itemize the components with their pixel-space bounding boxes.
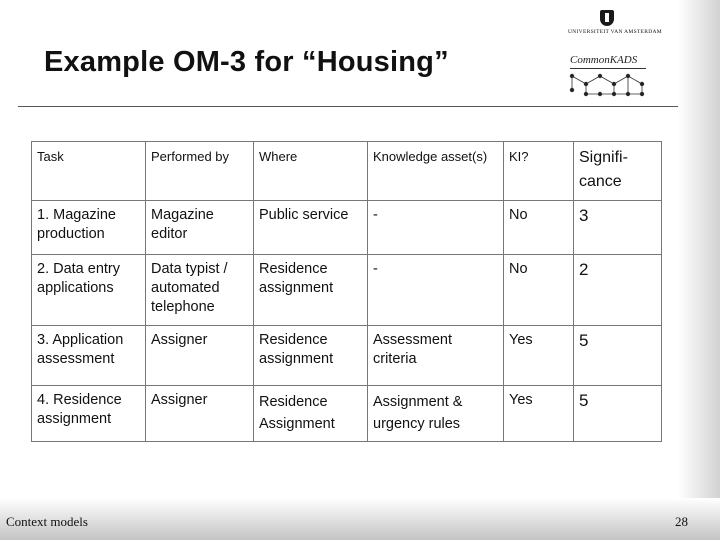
cell-where: Residence assignment — [254, 326, 368, 386]
footer-section-label: Context models — [6, 514, 88, 529]
cell-task: 2. Data entry applications — [32, 255, 146, 326]
cell-knowledge-assets: Assignment & urgency rules — [368, 386, 504, 442]
cell-knowledge-assets: - — [368, 201, 504, 255]
header-knowledge-assets: Knowledge asset(s) — [368, 142, 504, 201]
title-divider — [18, 106, 678, 107]
cell-ki: Yes — [504, 386, 574, 442]
cell-where: Residence assignment — [254, 255, 368, 326]
header-significance: Signifi-cance — [574, 142, 662, 201]
table-row — [32, 255, 662, 326]
right-shading — [678, 0, 720, 500]
cell-ki: Yes — [504, 326, 574, 386]
page-number: 28 — [675, 514, 688, 529]
slide-title: Example OM-3 for “Housing” — [44, 46, 449, 78]
om3-table — [31, 141, 662, 442]
header-performed-by: Performed by — [146, 142, 254, 201]
cell-significance: 5 — [574, 386, 662, 442]
cell-knowledge-assets: Assessment criteria — [368, 326, 504, 386]
cell-ki: No — [504, 201, 574, 255]
bottom-band — [0, 498, 720, 540]
cell-where: Public service — [254, 201, 368, 255]
cell-performed-by: Data typist / automated telephone — [146, 255, 254, 326]
cell-task: 3. Application assessment — [32, 326, 146, 386]
cell-significance: 3 — [574, 201, 662, 255]
cell-significance: 5 — [574, 326, 662, 386]
cell-task: 4. Residence assignment — [32, 386, 146, 442]
university-seal-icon — [600, 10, 614, 26]
header-task: Task — [32, 142, 146, 201]
cell-performed-by: Magazine editor — [146, 201, 254, 255]
cell-performed-by: Assigner — [146, 326, 254, 386]
table-row — [32, 201, 662, 255]
table-row — [32, 326, 662, 386]
table-header-row — [32, 142, 662, 201]
university-logo — [568, 10, 662, 42]
cell-ki: No — [504, 255, 574, 326]
commonkads-underline — [570, 68, 646, 69]
cell-task: 1. Magazine production — [32, 201, 146, 255]
cell-knowledge-assets: - — [368, 255, 504, 326]
university-name: UNIVERSITEIT VAN AMSTERDAM — [568, 29, 662, 35]
cell-performed-by: Assigner — [146, 386, 254, 442]
cell-where: Residence Assignment — [254, 386, 368, 442]
commonkads-network-icon — [566, 70, 652, 98]
header-where: Where — [254, 142, 368, 201]
header-ki: KI? — [504, 142, 574, 201]
table-row — [32, 386, 662, 442]
commonkads-wordmark: CommonKADS — [570, 54, 638, 66]
commonkads-logo — [566, 54, 652, 98]
cell-significance: 2 — [574, 255, 662, 326]
